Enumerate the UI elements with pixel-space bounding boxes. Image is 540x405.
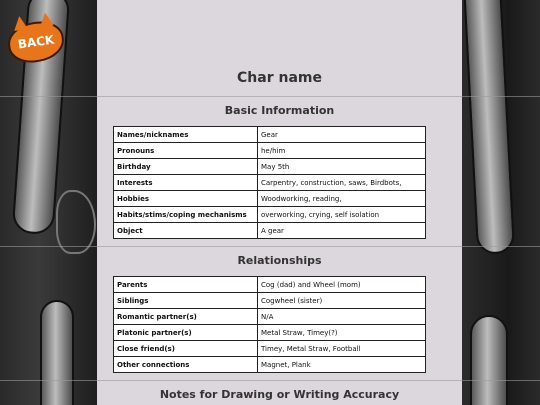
row-value: Carpentry, construction, saws, Birdbots, [258,175,426,191]
table-row [114,277,426,293]
table-row [114,293,426,309]
row-key: Object [114,223,258,239]
table-row [114,175,426,191]
row-key: Birthday [114,159,258,175]
bat-illustration [40,300,74,405]
table-row [114,143,426,159]
table-row [114,223,426,239]
row-key: Interests [114,175,258,191]
row-key: Habits/stims/coping mechanisms [114,207,258,223]
table-row [114,191,426,207]
row-key: Romantic partner(s) [114,309,258,325]
row-value: Timey, Metal Straw, Football [258,341,426,357]
character-sheet [97,0,462,405]
left-art-panel [0,0,97,405]
row-value: Metal Straw, Timey(?) [258,325,426,341]
row-value: Woodworking, reading, [258,191,426,207]
bat-illustration [463,0,515,255]
basic-info-table [113,126,426,239]
row-key: Other connections [114,357,258,373]
row-value: May 5th [258,159,426,175]
row-key: Hobbies [114,191,258,207]
row-key: Names/nicknames [114,127,258,143]
face-sketch [56,190,96,254]
table-row [114,325,426,341]
page-title: Char name [237,70,322,86]
row-key: Pronouns [114,143,258,159]
table-row [114,127,426,143]
section-heading-basic: Basic Information [224,104,335,117]
table-row [114,341,426,357]
bat-illustration [470,315,508,405]
row-value: N/A [258,309,426,325]
section-heading-relationships: Relationships [237,254,322,267]
divider [0,96,540,97]
row-key: Close friend(s) [114,341,258,357]
row-key: Parents [114,277,258,293]
divider [0,246,540,247]
row-value: A gear [258,223,426,239]
back-button[interactable]: BACK [5,18,66,65]
row-value: Cogwheel (sister) [258,293,426,309]
table-row [114,207,426,223]
right-art-panel [462,0,540,405]
relationships-table [113,276,426,373]
section-heading-notes: Notes for Drawing or Writing Accuracy [159,388,400,401]
table-row [114,357,426,373]
row-value: Magnet, Plank [258,357,426,373]
table-row [114,159,426,175]
row-value: Cog (dad) and Wheel (mom) [258,277,426,293]
row-key: Siblings [114,293,258,309]
row-key: Platonic partner(s) [114,325,258,341]
row-value: overworking, crying, self isolation [258,207,426,223]
divider [0,380,540,381]
row-value: Gear [258,127,426,143]
table-row [114,309,426,325]
row-value: he/him [258,143,426,159]
